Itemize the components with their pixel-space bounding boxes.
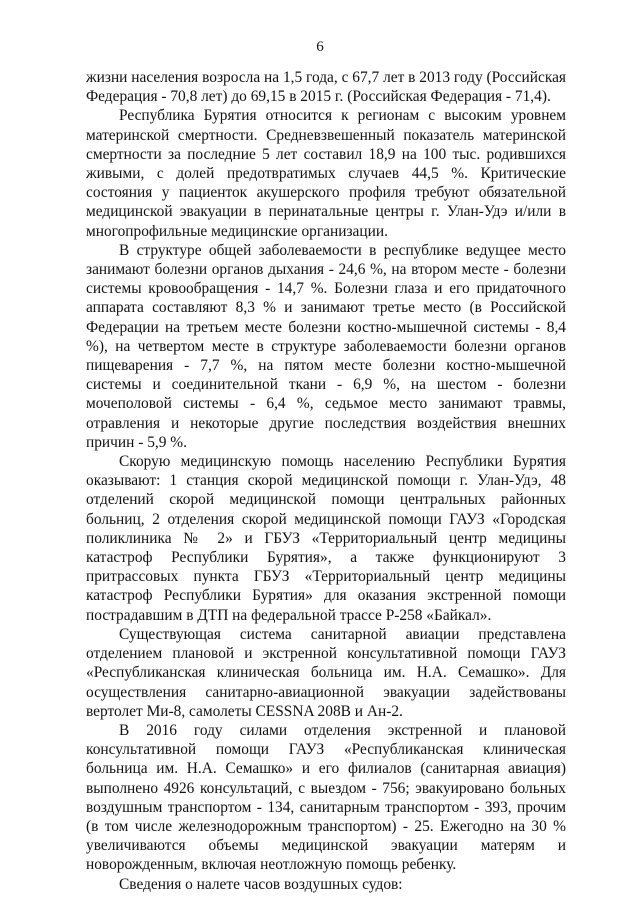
page-number: 6 [316, 39, 324, 55]
body-text [86, 68, 566, 894]
paragraph-emergency-care: Скорую медицинскую помощь населению Республики Бурятия оказывают: 1 станция скорой медицинской помощи г. Улан-Удэ, 48 отделений скорой медицинской помощи центральных районных больниц, 2 отделения скорой медицинской помощи ГАУЗ «Городская поликлиника № 2» и ГБУЗ «Территориальный центр медицины катастроф Республики Бурятия», а также функционируют 3 притрассовых пункта ГБУЗ «Территориальный центр медицины катастроф Республики Бурятия» для оказания экстренной помощи пострадавшим в ДТП на федеральной трассе Р-258 «Байкал». [86, 453, 566, 624]
paragraph-2016-statistics: В 2016 году силами отделения экстренной и плановой консультативной помощи ГАУЗ «Республиканская клиническая больница им. Н.А. Семашко» и его филиалов (санитарная авиация) выполнено 4926 консультаций, с выездом - 756; эвакуировано больных воздушным транспортом - 134, санитарным транспортом - 393, прочим (в том числе железнодорожным транспортом) - 25. Ежегодно на 30 % увеличиваются объемы медицинской эвакуации матерям и новорожденным, включая неотложную помощь ребенку. [86, 721, 566, 874]
paragraph-maternal-mortality: Республика Бурятия относится к регионам с высоким уровнем материнской смертности. Средневзвешенный показатель материнской смертности за последние 5 лет составил 18,9 на 100 тыс. родившихся живыми, с долей предотвратимых случаев 44,5 %. Критические состояния у пациенток акушерского профиля требуют обязательной медицинской эвакуации в перинатальные центры г. Улан-Удэ и/или в многопрофильные медицинские организации. [86, 107, 566, 240]
paragraph-life-expectancy: жизни населения возросла на 1,5 года, с 67,7 лет в 2013 году (Российская Федерация - 70,8 лет) до 69,15 в 2015 г. (Российская Федерация - 71,4). [86, 69, 566, 106]
paragraph-morbidity-structure: В структуре общей заболеваемости в республике ведущее место занимают болезни органов дыхания - 24,6 %, на втором месте - болезни системы кровообращения - 14,7 %. Болезни глаза и его придаточного аппарата составляют 8,3 % и занимают третье место (в Российской Федерации на третьем месте болезни костно-мышечной системы - 8,4 %), на четвертом месте в структуре заболеваемости болезни органов пищеварения - 7,7 %, на пятом месте болезни костно-мышечной системы и соединительной ткани - 6,9 %, на шестом - болезни мочеполовой системы - 6,4 %, седьмое место занимают травмы, отравления и некоторые другие последствия воздействия внешних причин - 5,9 %. [86, 241, 566, 451]
paragraph-sanitary-aviation: Существующая система санитарной авиации представлена отделением плановой и экстренной консультативной помощи ГАУЗ «Республиканская клиническая больница им. Н.А. Семашко». Для осуществления санитарно-авиационной эвакуации задействованы вертолет Ми-8, самолеты CESSNA 208B и Ан-2. [86, 625, 566, 720]
paragraph-flight-hours-intro: Сведения о налете часов воздушных судов: [119, 875, 403, 893]
